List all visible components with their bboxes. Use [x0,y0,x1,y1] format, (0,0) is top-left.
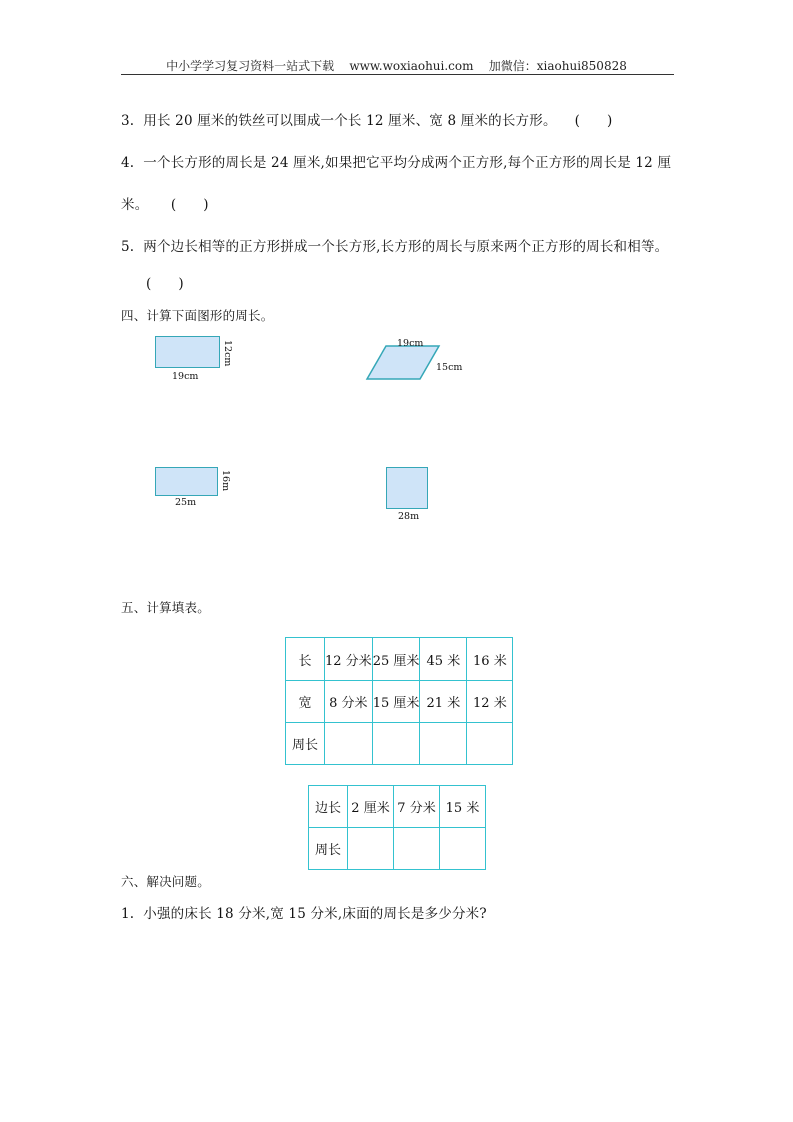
problem-1: 1. 小强的床长 18 分米,宽 15 分米,床面的周长是多少分米? [121,906,487,922]
row-header-perimeter: 周长 [286,723,325,765]
figure-rectangle-2 [155,467,218,496]
section-5-title: 五、计算填表。 [121,600,210,615]
table-row-perimeter [286,723,513,765]
table-cell: 8 分米 [325,681,373,723]
figure-2-side-label: 15cm [436,362,463,373]
question-4-line1: 4. 一个长方形的周长是 24 厘米,如果把它平均分成两个正方形,每个正方形的周长是 12 厘 [121,155,672,171]
table-cell: 16 米 [467,638,513,681]
figure-square [386,467,428,509]
question-5-line1: 5. 两个边长相等的正方形拼成一个长方形,长方形的周长与原来两个正方形的周长和相等。 [121,239,669,255]
figure-3-bottom-label: 25m [175,497,197,508]
table-cell: 21 米 [420,681,467,723]
question-4-line2: 米。 ( ) [121,197,209,213]
row-header-perimeter: 周长 [309,828,348,870]
question-5-line2: ( ) [146,276,184,292]
table-row-length [286,638,513,681]
page-header: 中小学学习复习资料一站式下载 www.woxiaohui.com 加微信：xiaohui850828 [166,59,627,73]
answer-cell[interactable] [467,723,513,765]
answer-cell[interactable] [440,828,486,870]
table-cell: 12 米 [467,681,513,723]
figure-parallelogram [362,344,442,382]
header-divider [121,74,674,75]
answer-cell[interactable] [348,828,394,870]
row-header-side: 边长 [309,786,348,828]
answer-cell[interactable] [394,828,440,870]
question-3: 3. 用长 20 厘米的铁丝可以围成一个长 12 厘米、宽 8 厘米的长方形。 ( ) [121,113,613,129]
perimeter-table-rectangles [285,637,513,765]
answer-cell[interactable] [372,723,420,765]
row-header-width: 宽 [286,681,325,723]
perimeter-table-squares [308,785,486,870]
section-4-title: 四、计算下面图形的周长。 [121,308,274,323]
figure-4-bottom-label: 28m [398,511,420,522]
figure-3-side-label: 16m [220,470,231,492]
table-row-side [309,786,486,828]
figure-1-side-label: 12cm [222,340,233,367]
table-cell: 12 分米 [325,638,373,681]
table-cell: 7 分米 [394,786,440,828]
table-cell: 45 米 [420,638,467,681]
table-row-perimeter [309,828,486,870]
figure-rectangle-1 [155,336,220,368]
figure-1-bottom-label: 19cm [172,371,199,382]
answer-cell[interactable] [325,723,373,765]
table-cell: 15 米 [440,786,486,828]
table-cell: 25 厘米 [372,638,420,681]
row-header-length: 长 [286,638,325,681]
table-row-width [286,681,513,723]
figure-2-top-label: 19cm [397,338,424,349]
table-cell: 15 厘米 [372,681,420,723]
answer-cell[interactable] [420,723,467,765]
section-6-title: 六、解决问题。 [121,874,210,889]
table-cell: 2 厘米 [348,786,394,828]
